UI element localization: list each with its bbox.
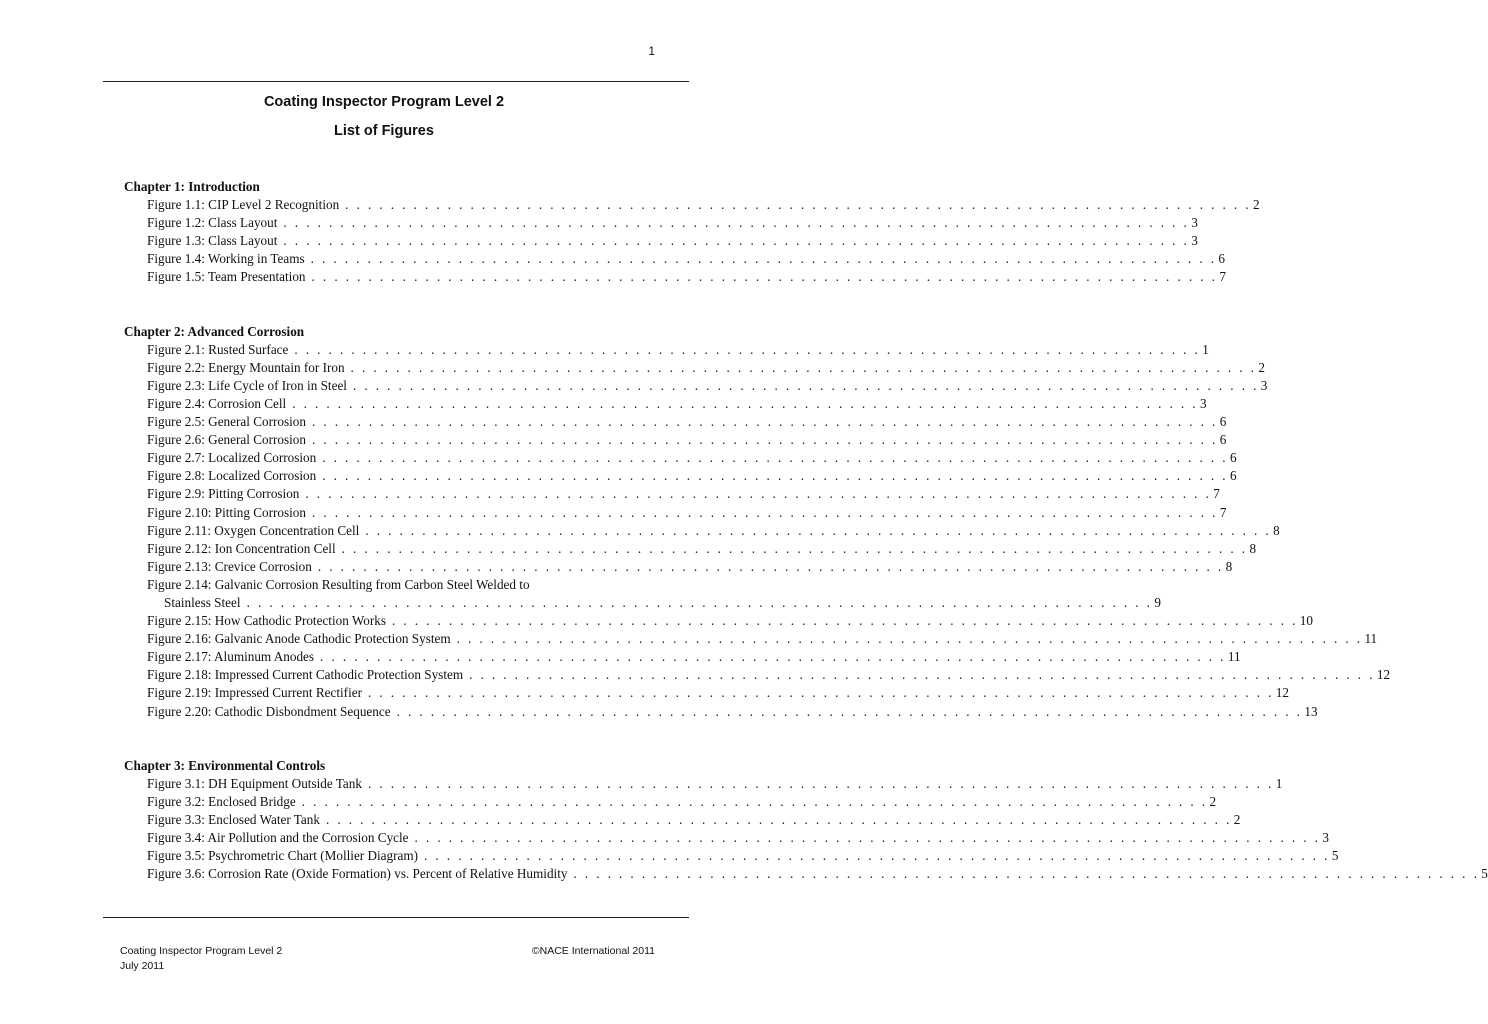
figure-entry-label: Figure 2.8: Localized Corrosion (147, 468, 317, 484)
figure-entry-label: Figure 2.2: Energy Mountain for Iron (147, 359, 345, 375)
dot-leader: . . . . . . . . . . . . . . . . . . . . . . . . . . . . . . . . . . . . . . . . . . . . . . . . . . . . . . . . . . . . . . . . . . . . . . . . . . . . . . . . (367, 685, 1274, 701)
chapter-section (124, 178, 1260, 287)
figure-entry-page: 6 (1219, 432, 1227, 448)
figure-entry (124, 811, 1241, 829)
dot-leader: . . . . . . . . . . . . . . . . . . . . . . . . . . . . . . . . . . . . . . . . . . . . . . . . . . . . . . . . . . . . . . . . . . . . . . . . . . . . . . . . (322, 450, 1229, 466)
dot-leader: . . . . . . . . . . . . . . . . . . . . . . . . . . . . . . . . . . . . . . . . . . . . . . . . . . . . . . . . . . . . . . . . . . . . . . . . . . . . . . . . (456, 631, 1363, 647)
header-rule (103, 81, 689, 82)
chapter-title: Chapter 2: Advanced Corrosion (124, 323, 305, 339)
figure-entry-page: 7 (1213, 486, 1220, 502)
figure-entry-label: Figure 2.7: Localized Corrosion (147, 450, 317, 466)
footer-date: July 2011 (120, 960, 165, 972)
figure-entry (124, 558, 1233, 576)
figure-entry (124, 250, 1226, 268)
figure-entry-page: 8 (1225, 558, 1233, 574)
dot-leader: . . . . . . . . . . . . . . . . . . . . . . . . . . . . . . . . . . . . . . . . . . . . . . . . . . . . . . . . . . . . . . . . . . . . . . . . . . . . . . . . (414, 830, 1321, 845)
figure-entry (124, 232, 1198, 250)
figure-entry (124, 413, 1227, 431)
figure-entry (124, 341, 1209, 359)
figure-entry-page: 2 (1233, 811, 1241, 827)
figure-entry (124, 540, 1257, 558)
figure-entry-page: 1 (1275, 775, 1283, 791)
figure-entry-label: Figure 3.2: Enclosed Bridge (147, 793, 296, 809)
figure-entry (124, 775, 1283, 793)
figure-entry (124, 847, 1339, 865)
figure-entry-page: 11 (1227, 649, 1241, 665)
figure-entry-page: 8 (1273, 522, 1280, 538)
figure-entry-label: Figure 3.1: DH Equipment Outside Tank (147, 775, 362, 791)
dot-leader: . . . . . . . . . . . . . . . . . . . . . . . . . . . . . . . . . . . . . . . . . . . . . . . . . . . . . . . . . . . . . . . . . . . . . . . . . . . . . . . . (283, 233, 1190, 249)
dot-leader: . . . . . . . . . . . . . . . . . . . . . . . . . . . . . . . . . . . . . . . . . . . . . . . . . . . . . . . . . . . . . . . . . . . . . . . . . . . . . . . . (320, 649, 1226, 665)
figure-entry (124, 684, 1289, 702)
figure-entry-page: 7 (1219, 504, 1227, 520)
figure-entry-label: Figure 2.9: Pitting Corrosion (147, 486, 300, 502)
figure-entry (124, 504, 1227, 522)
figure-entry (124, 196, 1260, 214)
figure-entry-label: Figure 2.15: How Cathodic Protection Works (147, 613, 386, 629)
figure-entry-label: Figure 1.3: Class Layout (147, 233, 278, 249)
figure-entry-page: 3 (1200, 395, 1207, 411)
dot-leader: . . . . . . . . . . . . . . . . . . . . . . . . . . . . . . . . . . . . . . . . . . . . . . . . . . . . . . . . . . . . . . . . . . . . . . . . . . . . . . . . (391, 613, 1298, 629)
figure-entry (124, 594, 1161, 612)
figure-entry (124, 829, 1329, 847)
dot-leader: . . . . . . . . . . . . . . . . . . . . . . . . . . . . . . . . . . . . . . . . . . . . . . . . . . . . . . . . . . . . . . . . . . . . . . . . . . . . . . . . (301, 793, 1208, 809)
dot-leader: . . . . . . . . . . . . . . . . . . . . . . . . . . . . . . . . . . . . . . . . . . . . . . . . . . . . . . . . . . . . . . . . . . . . . . . . . . . . . . . . (350, 359, 1257, 375)
dot-leader: . . . . . . . . . . . . . . . . . . . . . . . . . . . . . . . . . . . . . . . . . . . . . . . . . . . . . . . . . . . . . . . . . . . . . . . . . . . . . . . . (311, 432, 1218, 448)
dot-leader: . . . . . . . . . . . . . . . . . . . . . . . . . . . . . . . . . . . . . . . . . . . . . . . . . . . . . . . . . . . . . . . . . . . . . . . . . . . . . . . . (311, 269, 1218, 285)
figure-entry-label: Figure 2.3: Life Cycle of Iron in Steel (147, 377, 347, 393)
dot-leader: . . . . . . . . . . . . . . . . . . . . . . . . . . . . . . . . . . . . . . . . . . . . . . . . . . . . . . . . . . . . . . . . . . . . . . . . . . . . . . . . (352, 377, 1259, 393)
figure-entry-page: 8 (1249, 540, 1257, 556)
figure-entry (124, 648, 1241, 666)
figure-entry-label: Figure 2.12: Ion Concentration Cell (147, 540, 336, 556)
dot-leader: . . . . . . . . . . . . . . . . . . . . . . . . . . . . . . . . . . . . . . . . . . . . . . . . . . . . . . . . . . . . . . . . . . . . . . . . . . . . . . . . (311, 414, 1218, 430)
figure-entry-label: Figure 2.14: Galvanic Corrosion Resulting from Carbon Steel Welded to (147, 576, 530, 592)
dot-leader: . . . . . . . . . . . . . . . . . . . . . . . . . . . . . . . . . . . . . . . . . . . . . . . . . . . . . . . . . . . . . . . . . . . . . . . . . . . . . . . . (367, 775, 1274, 791)
dot-leader: . . . . . . . . . . . . . . . . . . . . . . . . . . . . . . . . . . . . . . . . . . . . . . . . . . . . . . . . . . . . . . . . . . . . . . . . . . . . . . . . (396, 703, 1303, 719)
figure-entry-label: Figure 3.5: Psychrometric Chart (Mollier Diagram) (147, 848, 419, 864)
figure-entry-page: 7 (1219, 269, 1226, 285)
figure-entry-label: Figure 2.20: Cathodic Disbondment Sequence (147, 703, 391, 719)
footer-left (120, 944, 282, 974)
figure-entry-page: 3 (1260, 377, 1268, 393)
figure-entry-page: 6 (1218, 251, 1226, 267)
figure-entry-label: Figure 2.1: Rusted Surface (147, 341, 289, 357)
figure-entry-label: Figure 3.4: Air Pollution and the Corrosion Cycle (147, 830, 409, 845)
figure-entry-page: 5 (1331, 848, 1339, 864)
figure-entry (124, 630, 1378, 648)
figure-entry (124, 793, 1217, 811)
figure-entry-label: Figure 2.5: General Corrosion (147, 414, 306, 430)
list-of-figures (124, 178, 1488, 883)
figure-entry-label: Figure 3.3: Enclosed Water Tank (147, 811, 320, 827)
figure-entry-page: 6 (1230, 468, 1237, 484)
chapter-section (124, 757, 1488, 884)
dot-leader: . . . . . . . . . . . . . . . . . . . . . . . . . . . . . . . . . . . . . . . . . . . . . . . . . . . . . . . . . . . . . . . . . . . . . . . . . . . . . . . . (341, 540, 1248, 556)
figure-entry-label: Figure 2.17: Aluminum Anodes (147, 649, 315, 665)
figure-entry-page: 13 (1304, 703, 1318, 719)
figure-entry-page: 2 (1252, 197, 1260, 213)
figure-entry-label: Figure 2.10: Pitting Corrosion (147, 504, 306, 520)
figure-entry-page: 12 (1275, 685, 1289, 701)
figure-entry (124, 268, 1226, 286)
chapter-section (124, 323, 1391, 721)
document-title: Coating Inspector Program Level 2 (263, 94, 505, 110)
figure-entry-label: Figure 2.18: Impressed Current Cathodic Protection System (147, 667, 464, 683)
figure-entry-label: Figure 1.2: Class Layout (147, 215, 278, 231)
figure-entry (124, 612, 1313, 630)
dot-leader: . . . . . . . . . . . . . . . . . . . . . . . . . . . . . . . . . . . . . . . . . . . . . . . . . . . . . . . . . . . . . . . . . . . . . . . . . . . . . . . . (310, 251, 1217, 267)
figure-entry-label: Figure 2.4: Corrosion Cell (147, 395, 287, 411)
footer-program: Coating Inspector Program Level 2 (120, 945, 283, 957)
dot-leader: . . . . . . . . . . . . . . . . . . . . . . . . . . . . . . . . . . . . . . . . . . . . . . . . . . . . . . . . . . . . . . . . . . . . . . . . . . . . . . . . (365, 522, 1272, 538)
dot-leader: . . . . . . . . . . . . . . . . . . . . . . . . . . . . . . . . . . . . . . . . . . . . . . . . . . . . . . . . . . . . . . . . . . . . . . . . . . . . . . . . (305, 486, 1212, 502)
figure-entry-page: 3 (1191, 233, 1198, 249)
figure-entry-page: 6 (1219, 414, 1227, 430)
figure-entry-label: Figure 2.16: Galvanic Anode Cathodic Protection System (147, 631, 451, 647)
figure-entry-page: 3 (1322, 830, 1329, 845)
figure-entry-page: 5 (1481, 866, 1488, 882)
dot-leader: . . . . . . . . . . . . . . . . . . . . . . . . . . . . . . . . . . . . . . . . . . . . . . . . . . . . . . . . . . . . . . . . . . . . . . . . . . . . . . . . (294, 341, 1201, 357)
dot-leader: . . . . . . . . . . . . . . . . . . . . . . . . . . . . . . . . . . . . . . . . . . . . . . . . . . . . . . . . . . . . . . . . . . . . . . . . . . . . . . . . (469, 667, 1375, 683)
figure-entry (124, 377, 1268, 395)
figure-entry-page: 3 (1191, 215, 1198, 231)
chapter-title: Chapter 1: Introduction (124, 179, 260, 194)
figure-entry (124, 666, 1391, 684)
figure-entry-label: Figure 2.13: Crevice Corrosion (147, 558, 312, 574)
dot-leader: . . . . . . . . . . . . . . . . . . . . . . . . . . . . . . . . . . . . . . . . . . . . . . . . . . . . . . . . . . . . . . . . . . . . . . . . . . . . . . . . (312, 504, 1218, 520)
dot-leader: . . . . . . . . . . . . . . . . . . . . . . . . . . . . . . . . . . . . . . . . . . . . . . . . . . . . . . . . . . . . . . . . . . . . . . . . . . . . . . . . (322, 468, 1229, 484)
figure-entry-page: 10 (1299, 613, 1313, 629)
figure-entry (124, 522, 1280, 540)
figure-entry (124, 703, 1318, 721)
figure-entry-label: Figure 1.5: Team Presentation (147, 269, 306, 285)
figure-entry (124, 431, 1227, 449)
dot-leader: . . . . . . . . . . . . . . . . . . . . . . . . . . . . . . . . . . . . . . . . . . . . . . . . . . . . . . . . . . . . . . . . . . . . . . . . . . . . . . . . (573, 866, 1480, 882)
figure-entry (124, 395, 1207, 413)
figure-entry (124, 214, 1198, 232)
chapter-title: Chapter 3: Environmental Controls (124, 757, 326, 773)
figure-entry-page: 1 (1202, 341, 1209, 357)
figure-entry-label: Figure 2.11: Oxygen Concentration Cell (147, 522, 360, 538)
footer-rule (103, 917, 689, 918)
figure-entry-label: Figure 3.6: Corrosion Rate (Oxide Formation) vs. Percent of Relative Humidity (147, 866, 568, 882)
figure-entry (124, 865, 1488, 883)
figure-entry-continuation: Stainless Steel (164, 594, 241, 610)
figure-entry-page: 2 (1209, 793, 1217, 809)
figure-entry (124, 359, 1265, 377)
figure-entry-label: Figure 1.4: Working in Teams (147, 251, 305, 267)
list-title: List of Figures (334, 123, 434, 139)
figure-entry-page: 11 (1364, 631, 1378, 647)
figure-entry (124, 467, 1237, 485)
figure-entry (124, 449, 1237, 467)
dot-leader: . . . . . . . . . . . . . . . . . . . . . . . . . . . . . . . . . . . . . . . . . . . . . . . . . . . . . . . . . . . . . . . . . . . . . . . . . . . . . . . . (345, 197, 1251, 213)
dot-leader: . . . . . . . . . . . . . . . . . . . . . . . . . . . . . . . . . . . . . . . . . . . . . . . . . . . . . . . . . . . . . . . . . . . . . . . . . . . . . . . . (317, 558, 1224, 574)
dot-leader: . . . . . . . . . . . . . . . . . . . . . . . . . . . . . . . . . . . . . . . . . . . . . . . . . . . . . . . . . . . . . . . . . . . . . . . . . . . . . . . . (246, 594, 1153, 610)
figure-entry-label: Figure 1.1: CIP Level 2 Recognition (147, 197, 340, 213)
page-number: 1 (648, 44, 655, 58)
dot-leader: . . . . . . . . . . . . . . . . . . . . . . . . . . . . . . . . . . . . . . . . . . . . . . . . . . . . . . . . . . . . . . . . . . . . . . . . . . . . . . . . (283, 215, 1190, 231)
figure-entry-label: Figure 2.19: Impressed Current Rectifier (147, 685, 362, 701)
figure-entry-label: Figure 2.6: General Corrosion (147, 432, 306, 448)
dot-leader: . . . . . . . . . . . . . . . . . . . . . . . . . . . . . . . . . . . . . . . . . . . . . . . . . . . . . . . . . . . . . . . . . . . . . . . . . . . . . . . . (424, 848, 1330, 864)
footer-copyright: ©NACE International 2011 (531, 945, 655, 957)
figure-entry-page: 9 (1154, 594, 1161, 610)
dot-leader: . . . . . . . . . . . . . . . . . . . . . . . . . . . . . . . . . . . . . . . . . . . . . . . . . . . . . . . . . . . . . . . . . . . . . . . . . . . . . . . . (325, 811, 1232, 827)
figure-entry-page: 2 (1258, 359, 1265, 375)
figure-entry (124, 485, 1220, 503)
dot-leader: . . . . . . . . . . . . . . . . . . . . . . . . . . . . . . . . . . . . . . . . . . . . . . . . . . . . . . . . . . . . . . . . . . . . . . . . . . . . . . . . (292, 395, 1199, 411)
figure-entry-page: 6 (1230, 450, 1237, 466)
figure-entry-page: 12 (1376, 667, 1391, 683)
